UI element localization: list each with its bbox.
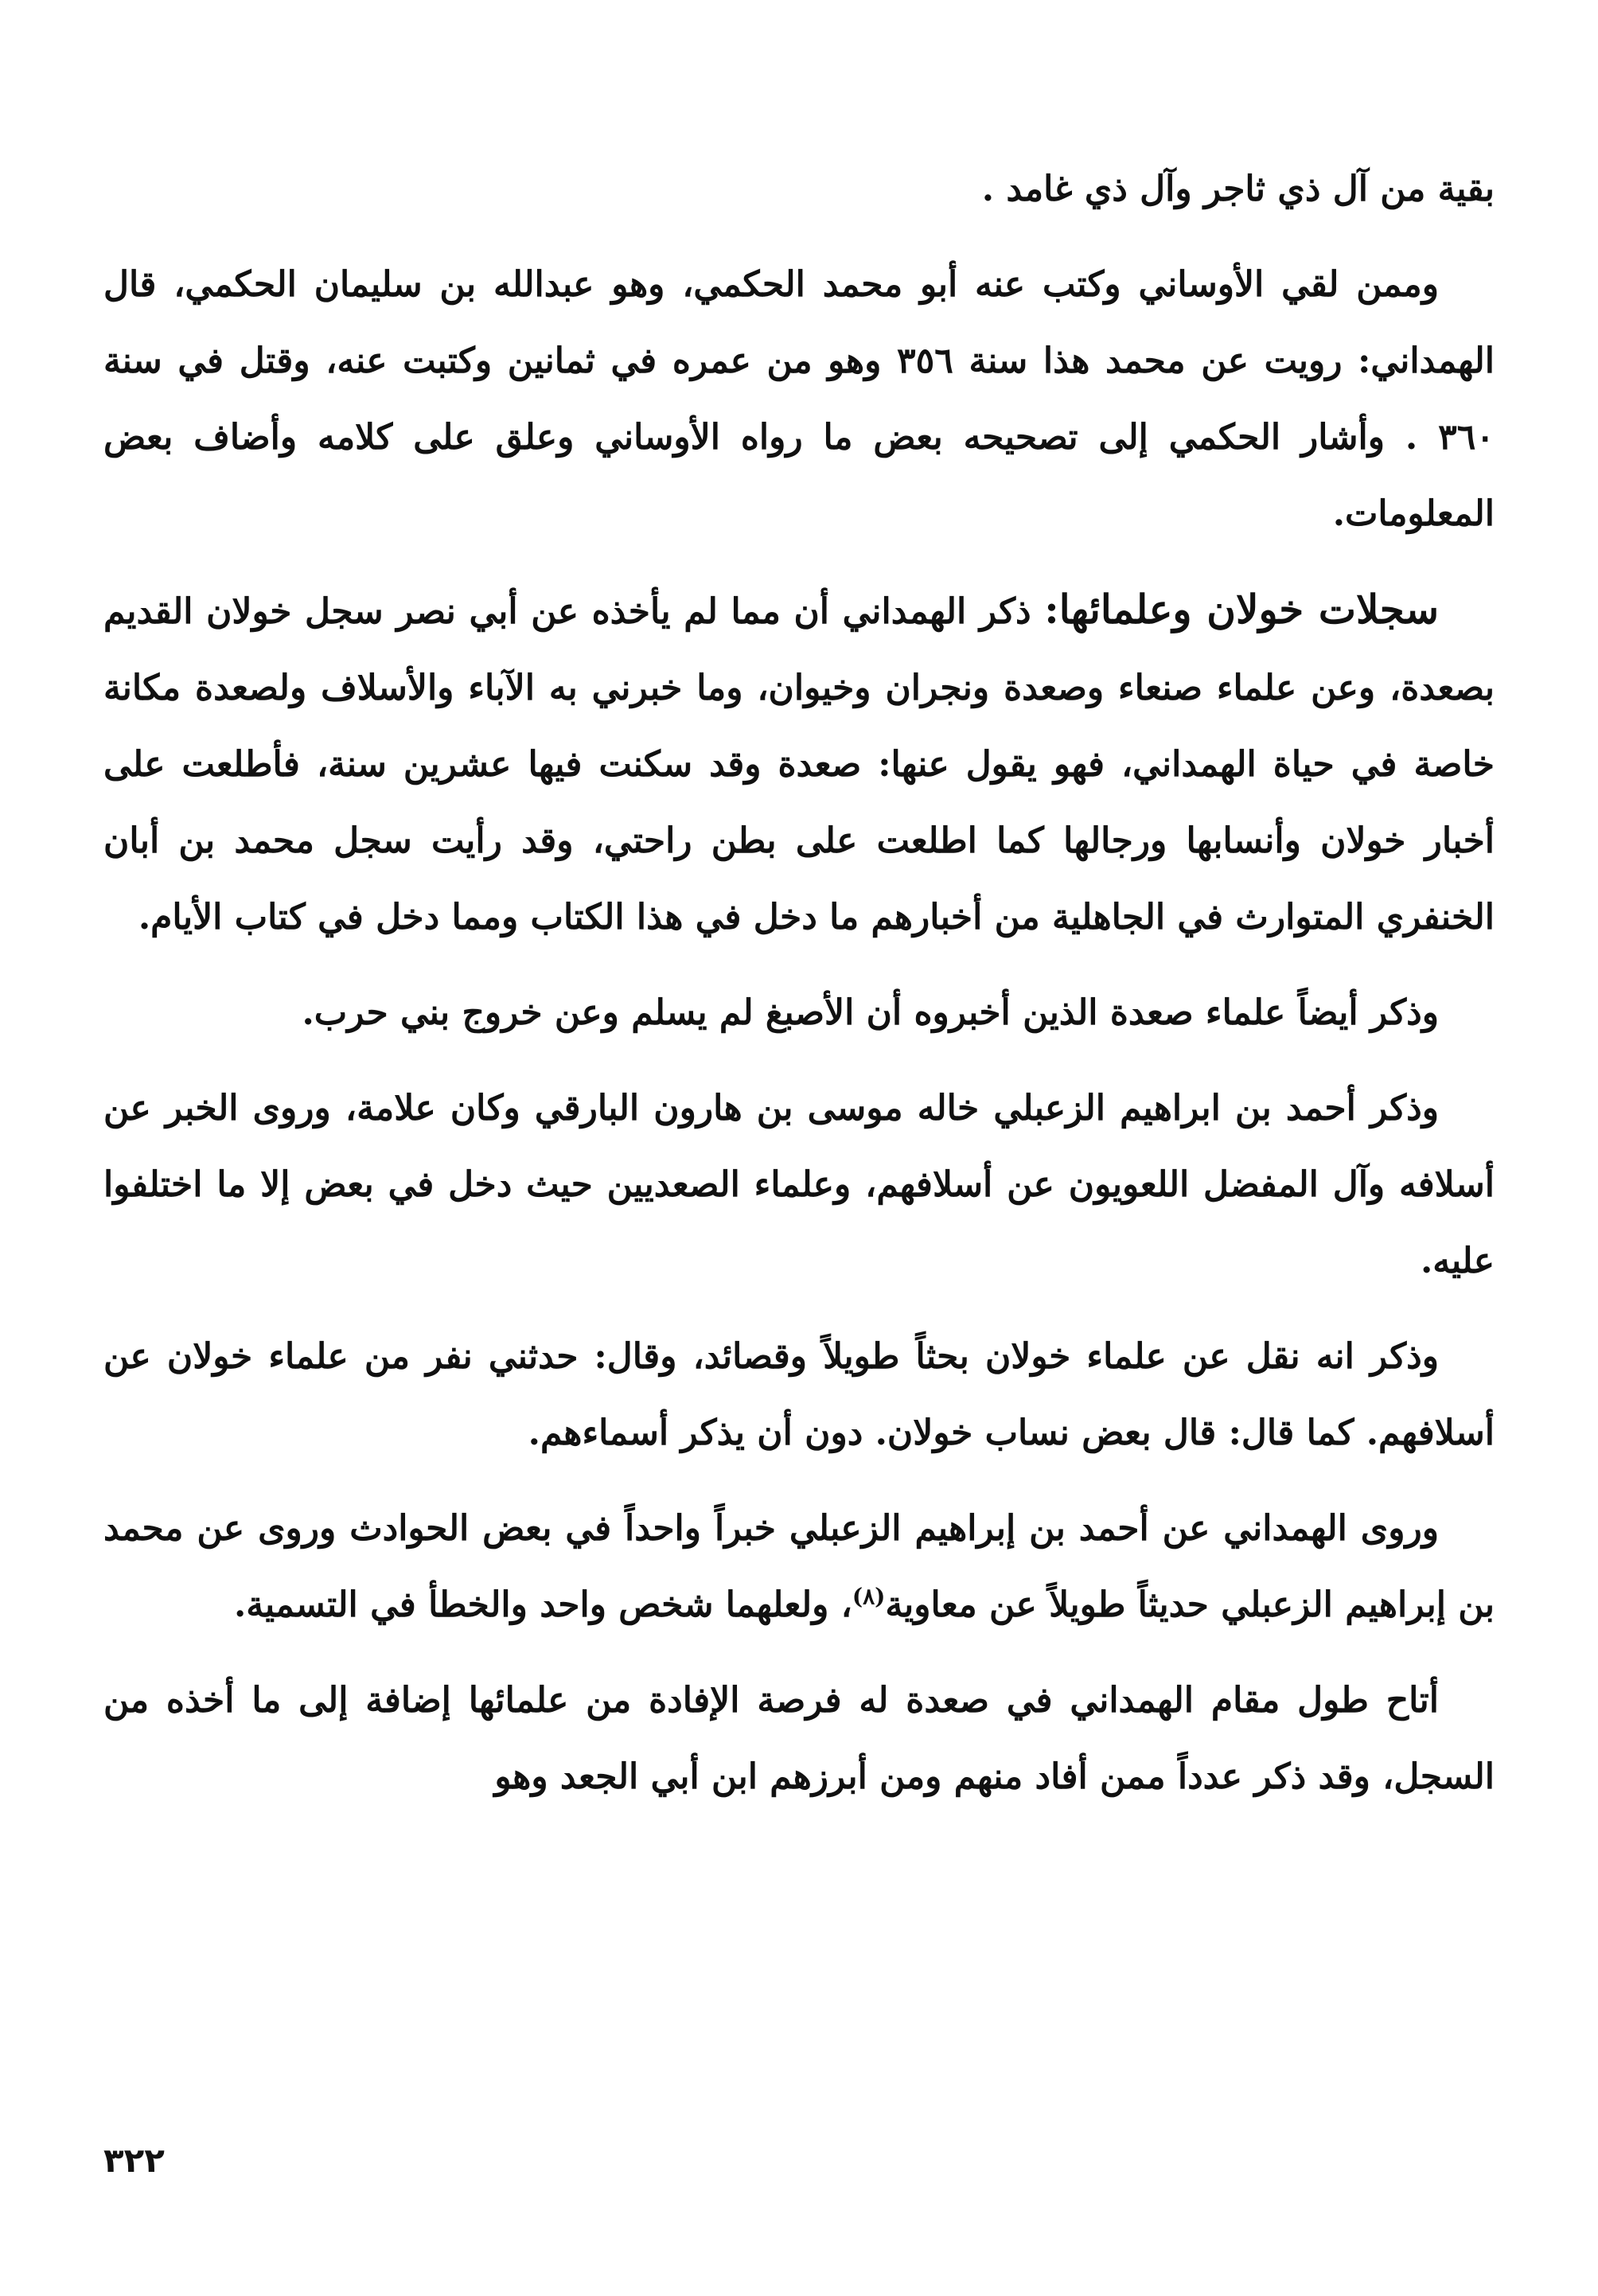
paragraph-7-text: وروى الهمداني عن أحمد بن إبراهيم الزعبلي خبراً واحداً في بعض الحوادث وروى عن محمد بن إبراهيم الزعبلي حديثاً طويلاً عن معاوية [103, 1508, 1495, 1625]
paragraph-8: أتاح طول مقام الهمداني في صعدة له فرصة الإفادة من علمائها إضافة إلى ما أخذه من السجل، وقد ذكر عدداً ممن أفاد منهم ومن أبرزهم ابن أبي الجعد وهو [103, 1680, 1495, 1797]
section-heading: سجلات خولان وعلمائها: [1044, 586, 1439, 633]
paragraph-3-text: ذكر الهمداني أن مما لم يأخذه عن أبي نصر سجل خولان القديم بصعدة، وعن علماء صنعاء وصعدة ونجران وخيوان، وما خبرني به الآباء والأسلاف ولصعدة مكانة خاصة في حياة الهمداني، فهو يقول عنها: صعدة وقد سكنت فيها عشرين سنة، فأطلعت على أخبار خولان وأنسابها ورجالها كما اطلعت على بطن راحتي، وقد رأيت سجل محمد بن أبان الخنفري المتوارث في الجاهلية من أخبارهم ما دخل في هذا الكتاب ومما دخل في كتاب الأيام. [103, 591, 1495, 938]
page-body [103, 151, 1495, 2248]
paragraph-2: وممن لقي الأوساني وكتب عنه أبو محمد الحكمي، وهو عبدالله بن سليمان الحكمي، قال الهمداني: رويت عن محمد هذا سنة ٣٥٦ وهو من عمره في ثمانين وكتبت عنه، وقتل في سنة ٣٦٠ . وأشار الحكمي إلى تصحيحه بعض ما رواه الأوساني وعلق على كلامه وأضاف بعض المعلومات. [103, 264, 1495, 534]
paragraph-6: وذكر انه نقل عن علماء خولان بحثاً طويلاً وقصائد، وقال: حدثني نفر من علماء خولان عن أسلافهم. كما قال: قال بعض نساب خولان. دون أن يذكر أسماءهم. [103, 1336, 1495, 1453]
paragraph-3 [103, 571, 1495, 956]
paragraph-7 [103, 1491, 1495, 1643]
paragraph-5: وذكر أحمد بن ابراهيم الزعبلي خاله موسى بن هارون البارقي وكان علامة، وروى الخبر عن أسلافه وآل المفضل اللعويون عن أسلافهم، وعلماء الصعديين حيث دخل في بعض إلا ما اختلفوا عليه. [103, 1088, 1495, 1281]
paragraph-1: بقية من آل ذي ثاجر وآل ذي غامد . [981, 169, 1495, 209]
paragraph-4: وذكر أيضاً علماء صعدة الذين أخبروه أن الأصبغ لم يسلم وعن خروج بني حرب. [302, 992, 1439, 1033]
page-number: ٣٢٢ [103, 2141, 165, 2180]
footnote-reference: (٨) [852, 1583, 886, 1610]
paragraph-7-text-after: ، ولعلهما شخص واحد والخطأ في التسمية. [233, 1585, 852, 1625]
